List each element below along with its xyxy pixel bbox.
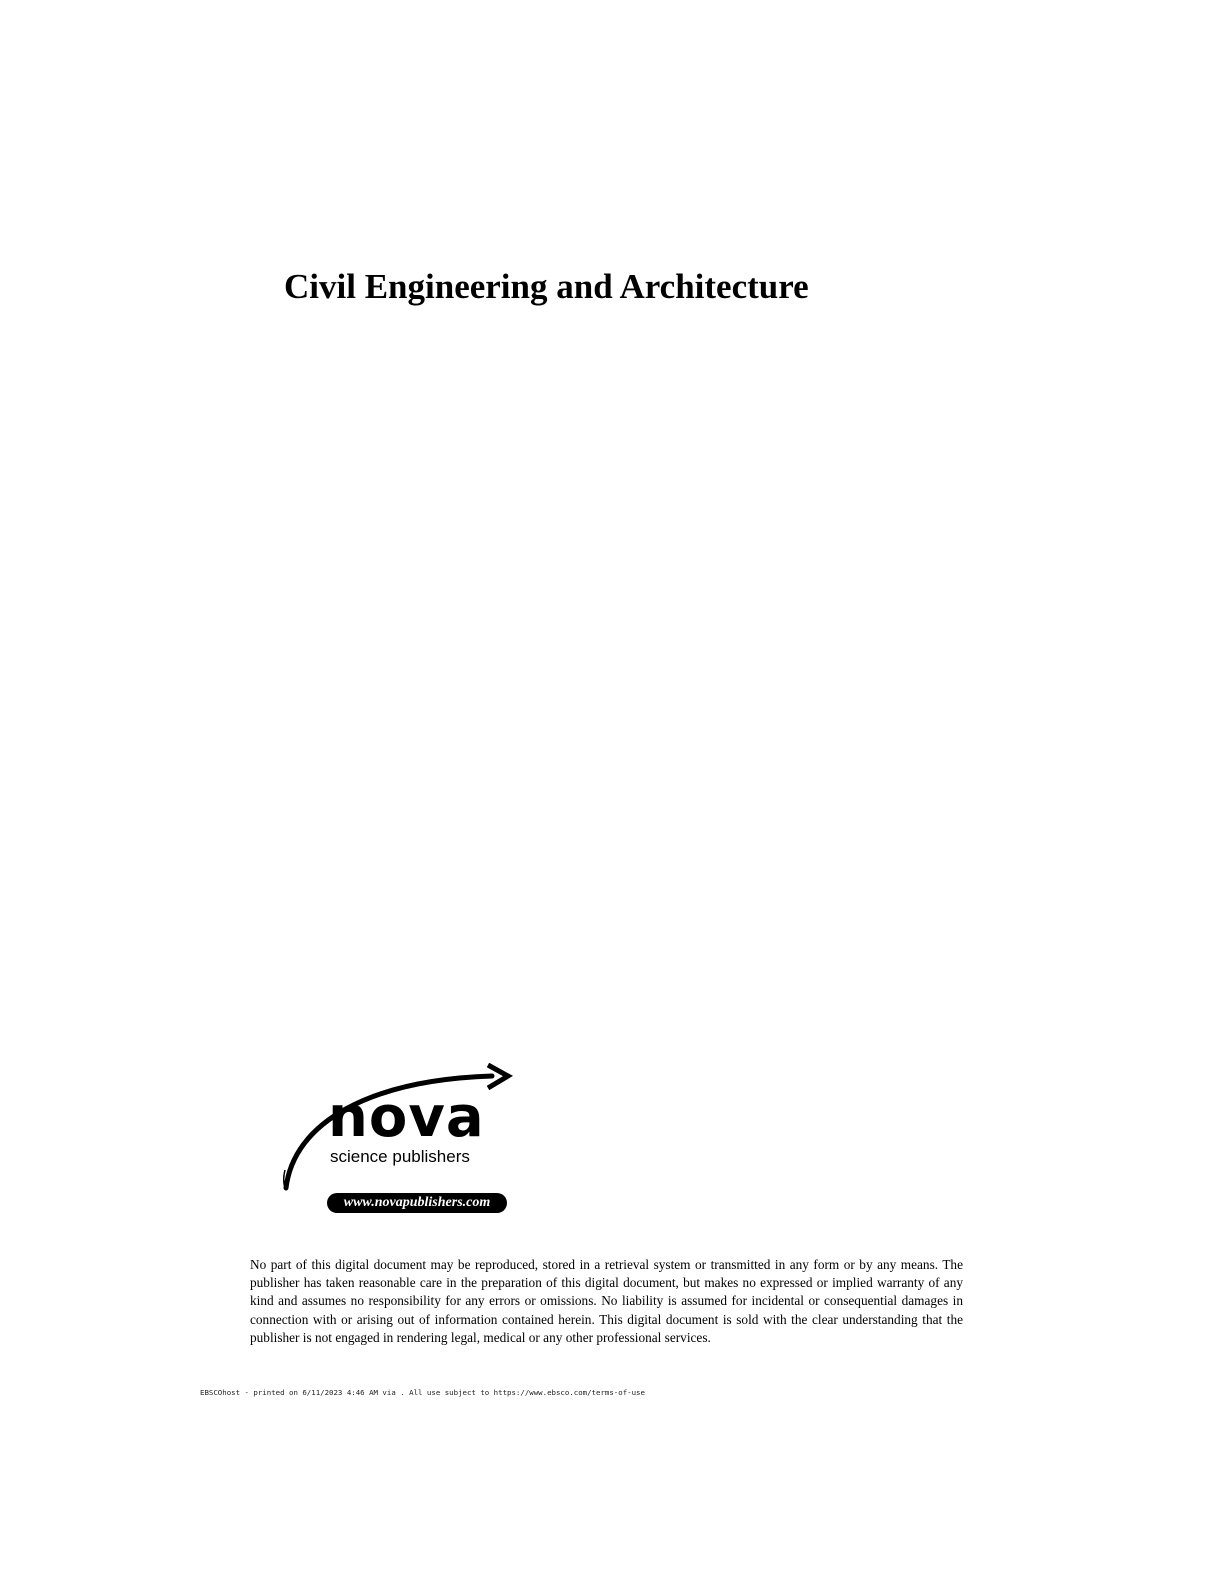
- logo-wordmark: nova: [328, 1085, 485, 1150]
- copyright-disclaimer: No part of this digital document may be reproduced, stored in a retrieval system or transmitted in any form or by any means. The publisher has taken reasonable care in the preparation of this digital document, but makes no expressed or implied warranty of any kind and assumes no responsibility for any errors or omissions. No liability is assumed for incidental or consequential damages in connection with or arising out of information contained herein. This digital document is sold with the clear understanding that the publisher is not engaged in rendering legal, medical or any other professional services.: [250, 1257, 963, 1345]
- logo-url-badge: www.novapublishers.com: [327, 1193, 507, 1213]
- page-title: Civil Engineering and Architecture: [284, 267, 809, 306]
- logo-subtitle: science publishers: [330, 1147, 470, 1166]
- print-footer: EBSCOhost - printed on 6/11/2023 4:46 AM via . All use subject to https://www.ebsco.com/terms-of-use: [200, 1388, 645, 1397]
- publisher-logo: [280, 1062, 520, 1220]
